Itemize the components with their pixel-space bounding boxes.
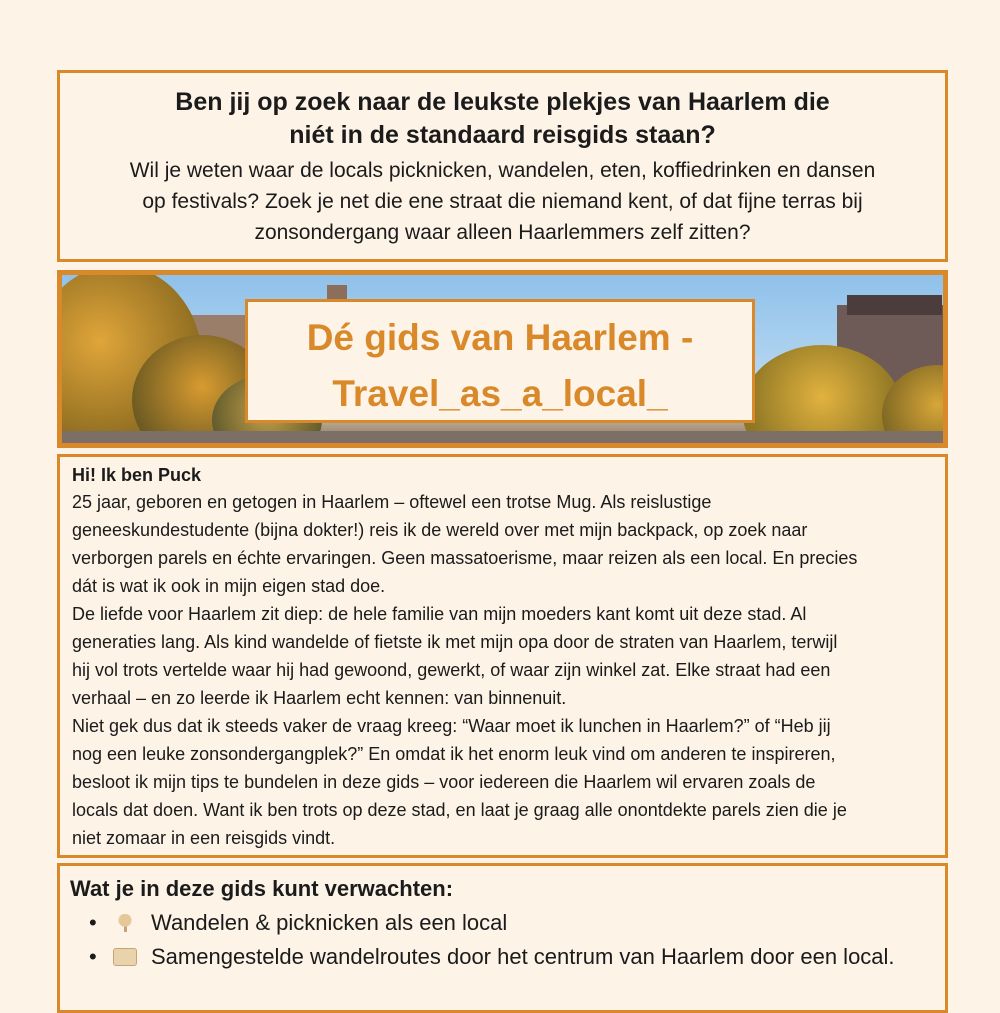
expect-item-text: Wandelen & picknicken als een local <box>151 910 508 935</box>
banner-title-line2: Travel_as_a_local_ <box>332 373 668 414</box>
intro-body-line3: zonsondergang waar alleen Haarlemmers zelf zitten? <box>254 221 751 244</box>
about-line: 25 jaar, geboren en getogen in Haarlem – oftewel een trotse Mug. Als reislustige <box>72 492 712 512</box>
intro-heading-line1: Ben jij op zoek naar de leukste plekjes van Haarlem die <box>175 88 830 116</box>
about-box <box>57 454 948 858</box>
about-line: verborgen parels en échte ervaringen. Geen massatoerisme, maar reizen als een local. En precies <box>72 548 858 568</box>
about-line: generaties lang. Als kind wandelde of fietste ik met mijn opa door de straten van Haarlem, terwijl <box>72 632 838 652</box>
about-greeting: Hi! Ik ben Puck <box>72 465 202 485</box>
about-line: geneeskundestudente (bijna dokter!) reis ik de wereld over met mijn backpack, op zoek naar <box>72 520 808 540</box>
banner-title-card <box>245 299 755 423</box>
intro-body <box>60 155 945 248</box>
about-line: locals dat doen. Want ik ben trots op deze stad, en laat je graag alle onontdekte parels zien die je <box>72 800 847 820</box>
about-line: nog een leuke zonsondergangplek?” En omdat ik het enorm leuk vind om anderen te inspireren, <box>72 744 836 764</box>
map-icon <box>113 948 137 966</box>
expect-item-text: Samengestelde wandelroutes door het centrum van Haarlem door een local. <box>151 944 895 969</box>
expect-item <box>105 940 935 974</box>
expect-item <box>105 906 935 940</box>
expect-list <box>70 906 935 974</box>
about-line: dát is wat ik ook in mijn eigen stad doe. <box>72 576 386 596</box>
intro-body-line2: op festivals? Zoek je net die ene straat die niemand kent, of dat fijne terras bij <box>142 190 863 213</box>
intro-heading-line2: niét in de standaard reisgids staan? <box>289 121 716 149</box>
intro-heading <box>60 86 945 152</box>
about-line: besloot ik mijn tips te bundelen in deze gids – voor iedereen die Haarlem wil ervaren zoals de <box>72 772 816 792</box>
expect-heading: Wat je in deze gids kunt verwachten: <box>70 876 454 901</box>
tree-icon <box>113 914 137 932</box>
intro-body-line1: Wil je weten waar de locals picknicken, wandelen, eten, koffiedrinken en dansen <box>129 159 876 182</box>
about-line: De liefde voor Haarlem zit diep: de hele familie van mijn moeders kant komt uit deze stad. Al <box>72 604 807 624</box>
banner-title-line1: Dé gids van Haarlem - <box>306 317 694 358</box>
about-line: hij vol trots vertelde waar hij had gewoond, gewerkt, of waar zijn winkel zat. Elke straat had een <box>72 660 831 680</box>
banner <box>57 270 948 448</box>
about-line: Niet gek dus dat ik steeds vaker de vraag kreeg: “Waar moet ik lunchen in Haarlem?” of “Heb jij <box>72 716 831 736</box>
intro-box <box>57 70 948 262</box>
expect-box <box>57 863 948 1013</box>
house-right-roof <box>847 295 942 315</box>
about-line: niet zomaar in een reisgids vindt. <box>72 828 336 848</box>
street <box>62 431 943 443</box>
about-line: verhaal – en zo leerde ik Haarlem echt kennen: van binnenuit. <box>72 688 567 708</box>
